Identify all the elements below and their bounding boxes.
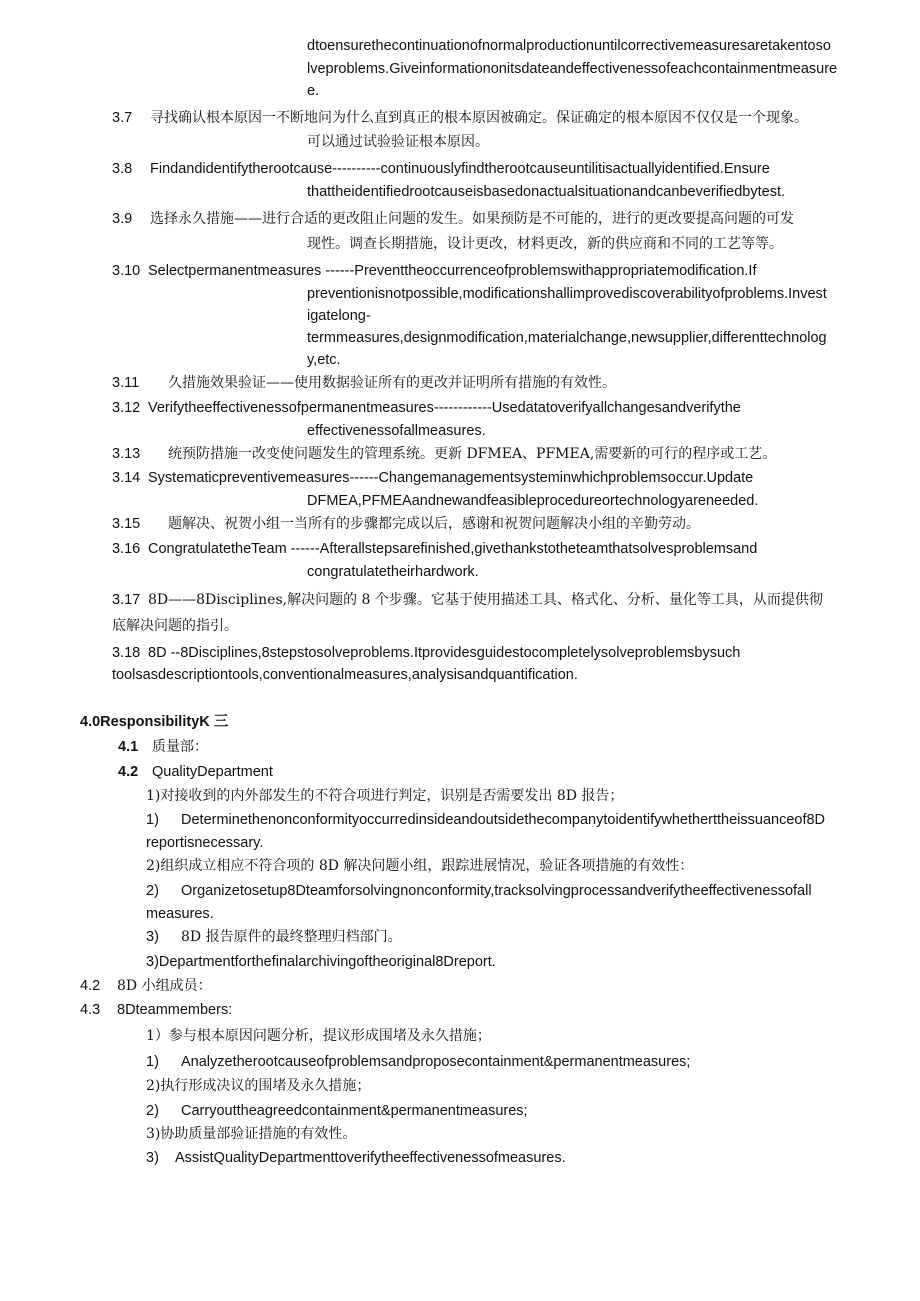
s317-text-line1: 8D——8Disciplines,解决问题的 8 个步骤。它基于使用描述工具、格式化、分析、量化等工具，从而提供彻 [148,592,823,608]
s39-number: 3.9 [112,211,133,227]
qd-item1-en-line2: reportisnecessary. [146,835,264,851]
s38-number: 3.8 [112,161,133,177]
s36-cont-line3: e. [307,83,320,99]
qd-item3-en: 3)Departmentforthefinalarchivingoftheoriginal8Dreport. [146,954,496,970]
s310-text-line2: preventionisnotpossible,modificationshallimprovediscoverabilityofproblems.Invest [307,286,827,302]
team-item1-cn: 1）参与根本原因问题分析，提议形成围堵及永久措施； [146,1028,491,1044]
qd-item2-en-line2: measures. [146,906,214,922]
s36-cont-line2: lveproblems.Giveinformationonitsdateandeffectivenessofeachcontainmentmeasure [307,61,838,77]
s310-number: 3.10 [112,263,141,279]
team-item2-cn: 2)执行形成决议的围堵及永久措施； [146,1078,371,1094]
s43-text: 8Dteammembers: [117,1002,233,1018]
s318-number: 3.18 [112,645,141,661]
s36-cont-line1: dtoensurethecontinuationofnormalproductionuntilcorrectivemeasuresaretakentoso [307,38,831,54]
s311-number: 3.11 [112,375,140,391]
qd-item3-cn-number: 3) [146,929,159,945]
team-item2-en-number: 2) [146,1103,159,1119]
s312-text-line2: effectivenessofallmeasures. [307,423,486,439]
s315-text: 题解决、祝贺小组一当所有的步骤都完成以后，感谢和祝贺问题解决小组的辛勤劳动。 [168,516,700,532]
s310-text-line1: Selectpermanentmeasures ------Preventtheoccurrenceofproblemswithappropriatemodification.If [148,263,757,279]
s314-text-line2: DFMEA,PFMEAandnewandfeasibleprocedureortechnologyareneeded. [307,493,759,509]
team-item3-en-number: 3) [146,1150,159,1166]
s42-number: 4.2 [118,764,139,780]
team-item2-en: Carryouttheagreedcontainment&permanentmeasures; [181,1103,528,1119]
s39-text-line2: 现性。调查长期措施，设计更改，材料更改，新的供应商和不同的工艺等等。 [307,236,783,252]
s37-number: 3.7 [112,110,133,126]
s312-text-line1: Verifytheeffectivenessofpermanentmeasures------------Usedatatoverifyallchangesandverifythe [148,400,741,416]
qd-item1-en-line1: Determinethenonconformityoccurredinsideandoutsidethecompanytoidentifywhetherttheissuanceof8D [181,812,826,828]
s37-text-line2: 可以通过试验验证根本原因。 [307,134,489,150]
qd-item1-en-number: 1) [146,812,159,828]
s42b-text: 8D 小组成员： [117,978,212,994]
s38-text-line2: thattheidentifiedrootcauseisbasedonactualsituationandcanbeverifiedbytest. [307,184,786,200]
s39-text-line1: 选择永久措施——进行合适的更改阻止问题的发生。如果预防是不可能的，进行的更改要提高问题的可发 [150,211,794,227]
s318-text-line1: 8D --8Disciplines,8stepstosolveproblems.Itprovidesguidestocompletelysolveproblemsbysuch [148,645,741,661]
section-4-heading: 4.0ResponsibilityK 三 [80,714,229,730]
s41-number: 4.1 [118,739,139,755]
s312-number: 3.12 [112,400,141,416]
s314-text-line1: Systematicpreventivemeasures------Changemanagementsysteminwhichproblemsoccur.Update [148,470,754,486]
s310-text-line4: termmeasures,designmodification,materialchange,newsupplier,differenttechnolog [307,330,827,346]
qd-item2-cn: 2)组织成立相应不符合项的 8D 解决问题小组，跟踪进展情况，验证各项措施的有效性： [146,858,694,874]
s314-number: 3.14 [112,470,141,486]
s316-number: 3.16 [112,541,141,557]
s315-number: 3.15 [112,516,141,532]
team-item1-en: Analyzetherootcauseofproblemsandproposecontainment&permanentmeasures; [181,1054,691,1070]
s43-number: 4.3 [80,1002,101,1018]
s311-text: 久措施效果验证——使用数据验证所有的更改并证明所有措施的有效性。 [168,375,616,391]
s38-text-line1: Findandidentifytherootcause----------continuouslyfindtherootcauseuntilitisactuallyidentified.Ensure [150,161,770,177]
s41-text: 质量部： [152,739,208,755]
team-item1-en-number: 1) [146,1054,159,1070]
qd-item2-en-line1: Organizetosetup8Dteamforsolvingnonconformity,tracksolvingprocessandverifytheeffectivenessofall [181,883,812,899]
s317-text-line2: 底解决问题的指引。 [112,618,238,634]
s318-text-line2: toolsasdescriptiontools,conventionalmeasures,analysisandquantification. [112,667,578,683]
s316-text-line1: CongratulatetheTeam ------Afterallstepsarefinished,givethankstotheteamthatsolvesproblemsand [148,541,758,557]
s316-text-line2: congratulatetheirhardwork. [307,564,479,580]
s37-text-line1: 寻找确认根本原因一不断地问为什么直到真正的根本原因被确定。保证确定的根本原因不仅仅是一个现象。 [150,110,808,126]
qd-item1-cn: 1)对接收到的内外部发生的不符合项进行判定，识别是否需要发出 8D 报告； [146,788,624,804]
s313-text: 统预防措施一改变使问题发生的管理系统。更新 DFMEA、PFMEA,需要新的可行的程序或工艺。 [168,446,777,462]
team-item3-en: AssistQualityDepartmenttoverifytheeffectivenessofmeasures. [175,1150,566,1166]
qd-item3-cn: 8D 报告原件的最终整理归档部门。 [181,929,402,945]
s42b-number: 4.2 [80,978,101,994]
s42-text: QualityDepartment [152,764,273,780]
s310-text-line5: y,etc. [307,352,341,368]
qd-item2-en-number: 2) [146,883,159,899]
s317-number: 3.17 [112,592,141,608]
s313-number: 3.13 [112,446,141,462]
team-item3-cn: 3)协助质量部验证措施的有效性。 [146,1126,357,1142]
s310-text-line3: igatelong- [307,308,371,324]
